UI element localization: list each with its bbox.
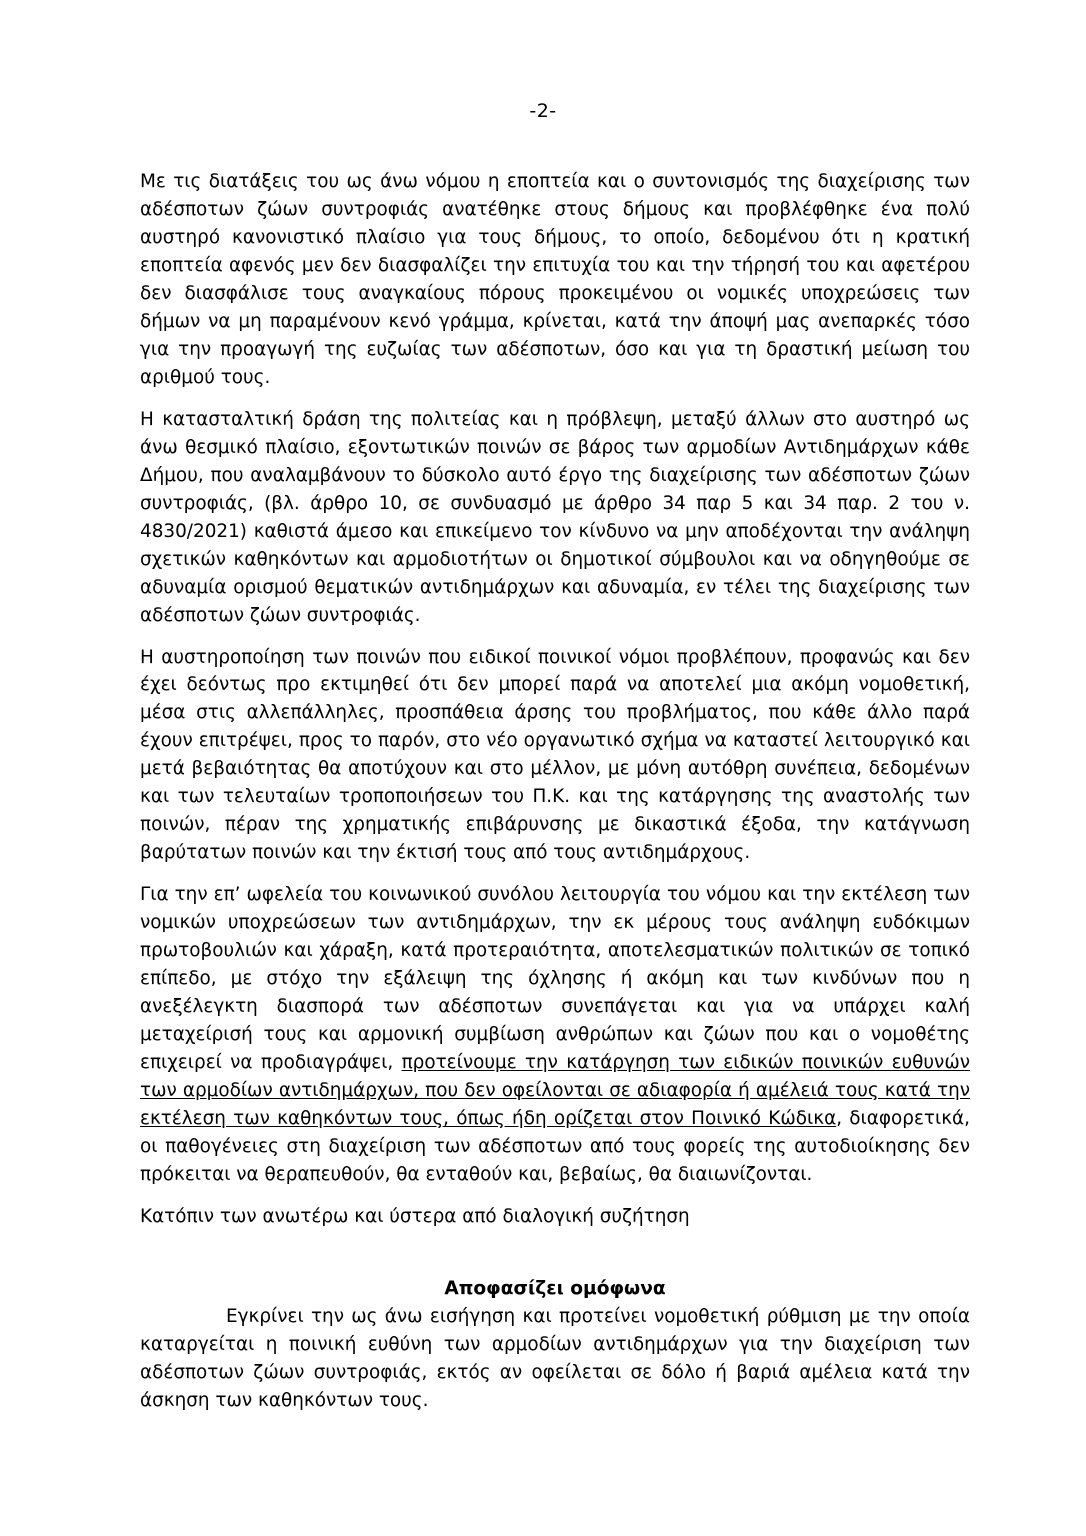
paragraph-1: Με τις διατάξεις του ως άνω νόμου η εποπτεία και ο συντονισμός της διαχείρισης των αδέσποτων ζώων συντροφιάς ανατέθηκε στους δήμους και προβλέφθηκε ένα πολύ αυστηρό κανονιστικό πλαίσιο για τους δήμους, το οποίο, δεδομένου ότι η κρατική εποπτεία αφενός μεν δεν διασφαλίζει την επιτυχία του και την τήρησή του και αφετέρου δεν διασφάλισε τους αναγκαίους πόρους προκειμένου οι νομικές υποχρεώσεις των δήμων να μη παραμένουν κενό γράμμα, κρίνεται, κατά την άποψή μας ανεπαρκές τόσο για την προαγωγή της ευζωίας των αδέσποτων, όσο και για τη δραστική μείωση του αριθμού τους. xyxy=(140,171,970,388)
decision-heading: Αποφασίζει ομόφωνα xyxy=(444,1277,666,1299)
paragraph-4 xyxy=(140,881,970,1189)
paragraph-4-lead: Για την επ’ ωφελεία του κοινωνικού συνόλου λειτουργία του νόμου και την εκτέλεση των νομικών υποχρεώσεων των αντιδημάρχων, την εκ μέρους τους ανάληψη ευδόκιμων πρωτοβουλιών και χάραξη, κατά προτεραιότητα, αποτελεσματικών πολιτικών σε τοπικό επίπεδο, με στόχο την εξάλειψη της όχλησης ή ακόμη και των κινδύνων που η ανεξέλεγκτη διασπορά των αδέσποτων συνεπάγεται και για να υπάρχει καλή μεταχείρισή τους και αρμονική συμβίωση ανθρώπων και ζώων που και ο νομοθέτης επιχειρεί να προδιαγράψει, xyxy=(140,884,970,1074)
page-number: -2- xyxy=(529,100,557,122)
paragraph-2: Η κατασταλτική δράση της πολιτείας και η πρόβλεψη, μεταξύ άλλων στο αυστηρό ως άνω θεσμικό πλαίσιο, εξοντωτικών ποινών σε βάρος των αρμοδίων Αντιδημάρχων κάθε Δήμου, που αναλαμβάνουν το δύσκολο αυτό έργο της διαχείρισης των αδέσποτων ζώων συντροφιάς, (βλ. άρθρο 10, σε συνδυασμό με άρθρο 34 παρ 5 και 34 παρ. 2 του ν. 4830/2021) καθιστά άμεσο και επικείμενο τον κίνδυνο να μην αποδέχονται την ανάληψη σχετικών καθηκόντων και αρμοδιοτήτων οι δημοτικοί σύμβουλοι και να οδηγηθούμε σε αδυναμία ορισμού θεματικών αντιδημάρχων και αδυναμία, εν τέλει της διαχείρισης των αδέσποτων ζώων συντροφιάς. xyxy=(140,408,970,626)
document-body xyxy=(140,168,970,1415)
paragraph-4-proposal-underlined: προτείνουμε την κατάργηση των ειδικών ποινικών ευθυνών των αρμοδίων αντιδημάρχων, που δεν οφείλονται σε αδιαφορία ή αμέλειά τους κατά την εκτέλεση των καθηκόντων τους, όπως ήδη ορίζεται στον Ποινικό Κώδικα xyxy=(140,1052,971,1129)
paragraph-4-tail: , διαφορετικά, οι παθογένειες στη διαχείριση των αδέσποτων από τους φορείς της αυτοδιοίκησης δεν πρόκειται να θεραπευθούν, θα ενταθούν και, βεβαίως, θα διαιωνίζονται. xyxy=(140,1108,971,1185)
decision-body: Εγκρίνει την ως άνω εισήγηση και προτείνει νομοθετική ρύθμιση με την οποία καταργείται η ποινική ευθύνη των αρμοδίων αντιδημάρχων για την διαχείριση των αδέσποτων ζώων συντροφιάς, εκτός αν οφείλεται σε δόλο ή βαριά αμέλεια κατά την άσκηση των καθηκόντων τους. xyxy=(140,1305,970,1411)
paragraph-3: Η αυστηροποίηση των ποινών που ειδικοί ποινικοί νόμοι προβλέπουν, προφανώς και δεν έχει δεόντως προ εκτιμηθεί ότι δεν μπορεί παρά να αποτελεί μια ακόμη νομοθετική, μέσα στις αλλεπάλληλες, προσπάθεια άρσης του προβλήματος, που κάθε άλλο παρά έχουν επιτρέψει, προς το παρόν, στο νέο οργανωτικό σχήμα να καταστεί λειτουργικό και μετά βεβαιότητας θα αποτύχουν και στο μέλλον, με μόνη αυτόθρη συνέπεια, δεδομένων και των τελευταίων τροποποιήσεων του Π.Κ. και της κατάργησης της αναστολής των ποινών, πέραν της χρηματικής επιβάρυνσης με δικαστικά έξοδα, την κατάγνωση βαρύτατων ποινών και την έκτισή τους από τους αντιδημάρχους. xyxy=(140,646,970,864)
paragraph-5: Κατόπιν των ανωτέρω και ύστερα από διαλογική συζήτηση xyxy=(140,1205,690,1227)
